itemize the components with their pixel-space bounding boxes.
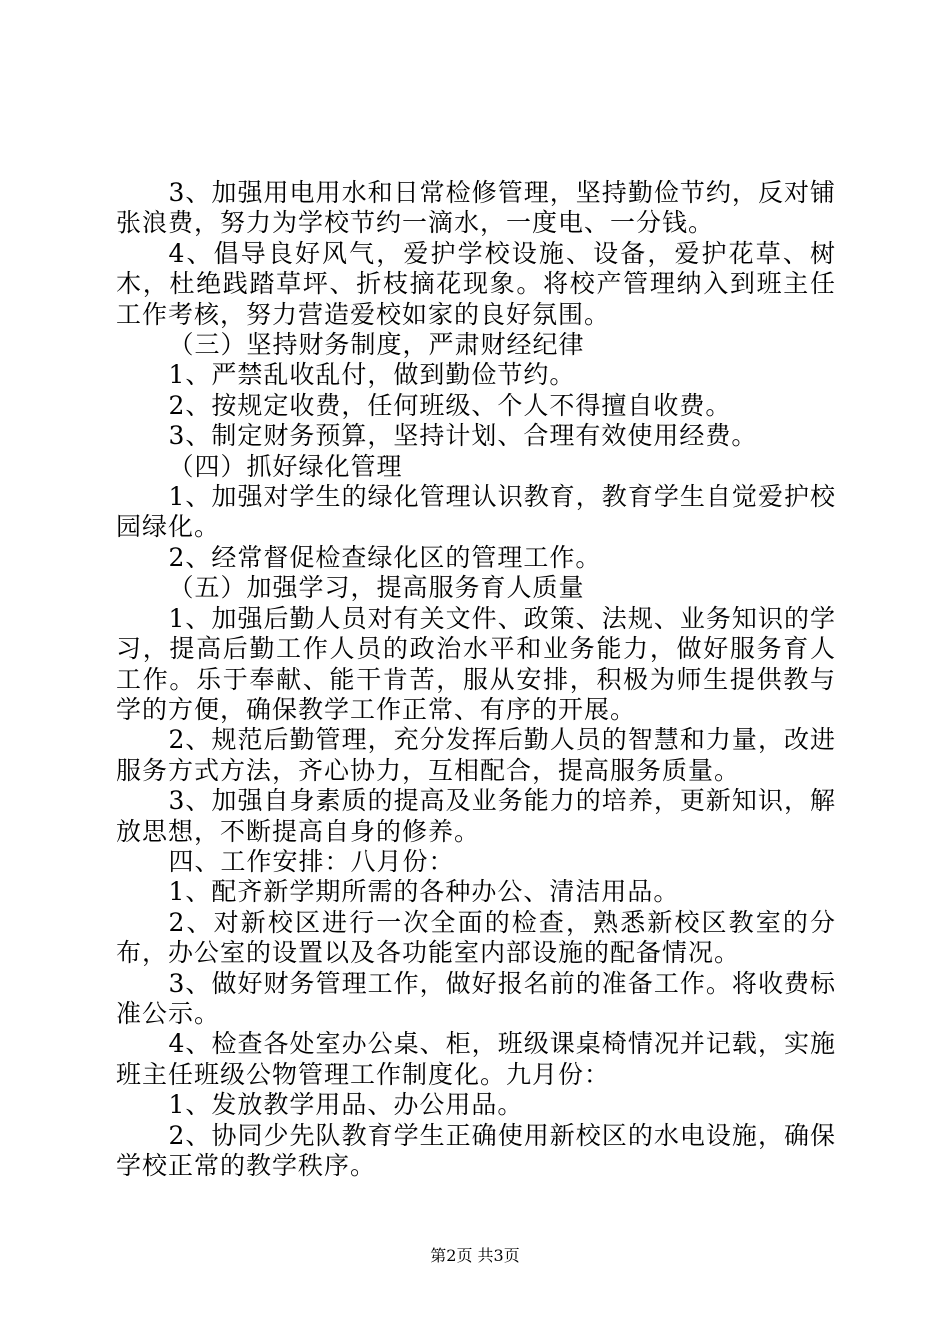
- section-heading: （三）坚持财务制度，严肃财经纪律: [168, 330, 585, 360]
- paragraph: 3、加强自身素质的提高及业务能力的培养，更新知识，解放思想，不断提高自身的修养。: [116, 786, 836, 846]
- document-body: [116, 178, 836, 1181]
- section-heading: （五）加强学习，提高服务育人质量: [168, 573, 585, 603]
- paragraph: 1、发放教学用品、办公用品。: [168, 1090, 524, 1120]
- section-heading: （四）抓好绿化管理: [168, 451, 403, 481]
- paragraph: 4、倡导良好风气，爱护学校设施、设备，爱护花草、树木，杜绝践踏草坪、折枝摘花现象。将校产管理纳入到班主任工作考核，努力营造爱校如家的良好氛围。: [116, 238, 836, 329]
- paragraph: 1、加强对学生的绿化管理认识教育，教育学生自觉爱护校园绿化。: [116, 482, 836, 542]
- section-heading: 四、工作安排：八月份：: [168, 846, 455, 876]
- paragraph: 2、经常督促检查绿化区的管理工作。: [168, 542, 602, 572]
- paragraph: 3、加强用电用水和日常检修管理，坚持勤俭节约，反对铺张浪费，努力为学校节约一滴水，一度电、一分钱。: [116, 178, 836, 238]
- paragraph: 2、协同少先队教育学生正确使用新校区的水电设施，确保学校正常的教学秩序。: [116, 1120, 836, 1180]
- paragraph: 1、加强后勤人员对有关文件、政策、法规、业务知识的学习，提高后勤工作人员的政治水平和业务能力，做好服务育人工作。乐于奉献、能干肯苦，服从安排，积极为师生提供教与学的方便，确保教学工作正常、有序的开展。: [116, 603, 836, 724]
- paragraph: 3、做好财务管理工作，做好报名前的准备工作。将收费标准公示。: [116, 968, 836, 1028]
- paragraph: 2、按规定收费，任何班级、个人不得擅自收费。: [168, 390, 732, 420]
- paragraph: 2、对新校区进行一次全面的检查，熟悉新校区教室的分布，办公室的设置以及各功能室内部设施的配备情况。: [116, 907, 836, 968]
- paragraph: 2、规范后勤管理，充分发挥后勤人员的智慧和力量，改进服务方式方法，齐心协力，互相配合，提高服务质量。: [116, 725, 836, 785]
- page-footer: 第2页 共3页: [430, 1246, 520, 1265]
- paragraph: 1、配齐新学期所需的各种办公、清洁用品。: [168, 877, 680, 907]
- paragraph: 4、检查各处室办公桌、柜，班级课桌椅情况并记载，实施班主任班级公物管理工作制度化。九月份：: [116, 1029, 836, 1089]
- paragraph: 3、制定财务预算，坚持计划、合理有效使用经费。: [168, 421, 758, 451]
- paragraph: 1、严禁乱收乱付，做到勤俭节约。: [168, 360, 576, 390]
